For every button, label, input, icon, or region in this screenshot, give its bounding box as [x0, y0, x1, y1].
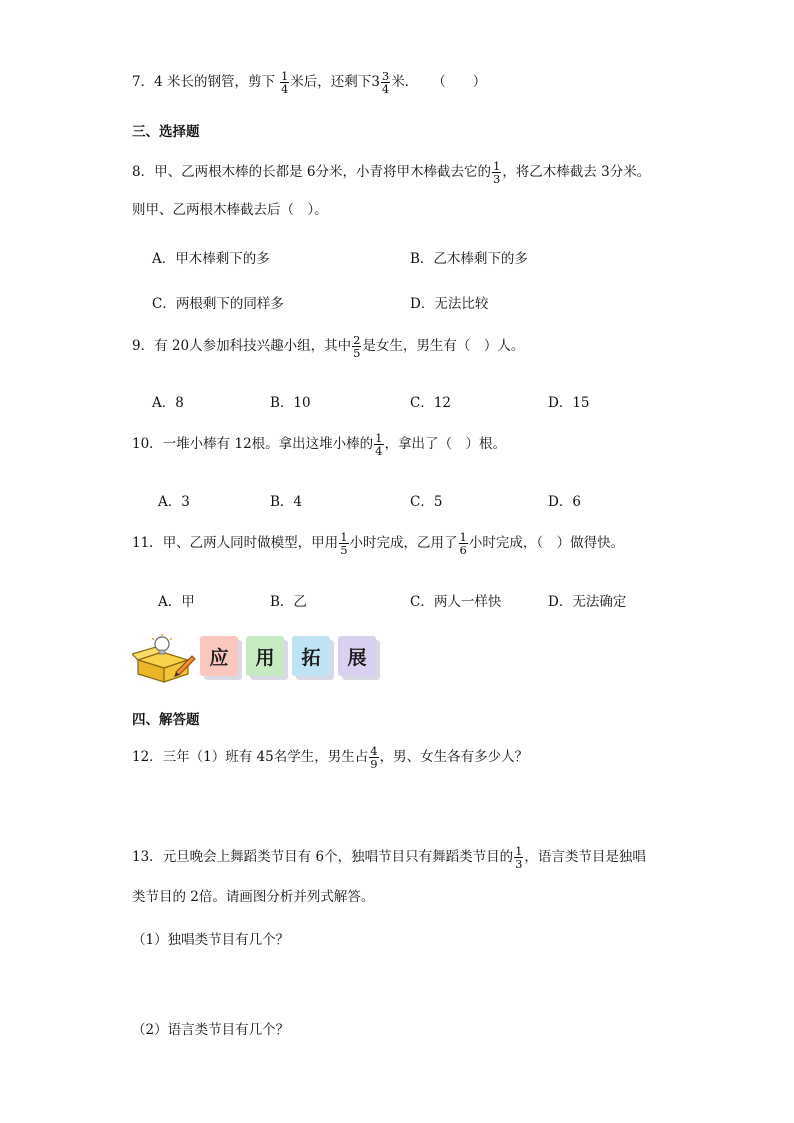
question-text: 三年（1）班有 45名学生，男生占	[162, 748, 369, 765]
fraction-denominator: 6	[459, 543, 467, 558]
question-13	[132, 845, 646, 870]
question-12	[132, 745, 528, 770]
question-11	[132, 531, 624, 556]
lightbulb-box-icon	[132, 634, 196, 684]
question-text: 甲、乙两人同时做模型，甲用	[162, 534, 339, 551]
question-text: ，拿出了（ ）根。	[384, 435, 506, 452]
fraction	[352, 334, 361, 359]
sub-question-2: （2）语言类节目有几个？	[132, 1022, 290, 1038]
option-d[interactable]: D．6	[548, 494, 581, 510]
question-text: 一堆小棒有 12根。拿出这堆小棒的	[162, 435, 374, 452]
option-a[interactable]: A．甲	[158, 594, 195, 610]
question-number: 12．	[132, 748, 163, 765]
question-10	[132, 432, 506, 457]
fraction-numerator: 1	[280, 69, 289, 83]
fraction	[459, 531, 468, 556]
fraction-denominator: 3	[515, 857, 523, 872]
option-c[interactable]: C．5	[410, 494, 443, 510]
fraction-denominator: 4	[381, 82, 390, 97]
fraction	[374, 432, 383, 457]
banner-tile-tuo: 拓	[292, 636, 330, 676]
fraction	[514, 845, 523, 870]
question-text: 米．	[391, 73, 419, 90]
option-a[interactable]: A．甲木棒剩下的多	[152, 251, 270, 267]
option-d[interactable]: D．无法比较	[410, 296, 489, 312]
fraction-denominator: 4	[375, 444, 383, 459]
question-13-line2: 类节目的 2倍。请画图分析并列式解答。	[132, 889, 375, 905]
question-text: ，语言类节目是独唱	[524, 848, 646, 865]
question-number: 10．	[132, 435, 163, 452]
question-text: 有 20人参加科技兴趣小组，其中	[154, 337, 352, 354]
option-a[interactable]: A．8	[152, 395, 184, 411]
fraction	[280, 70, 289, 95]
fraction-numerator: 1	[340, 530, 348, 544]
fraction	[381, 70, 390, 95]
question-number: 9．	[132, 337, 155, 354]
question-text: 小时完成，乙用了	[349, 534, 458, 551]
option-c[interactable]: C．12	[410, 395, 452, 411]
fraction-numerator: 1	[492, 159, 501, 173]
question-number: 11．	[132, 534, 163, 551]
question-8-line2: 则甲、乙两根木棒截去后（ ）。	[132, 202, 328, 218]
fraction-numerator: 1	[375, 431, 383, 445]
fraction-denominator: 5	[340, 543, 348, 558]
option-b[interactable]: B．4	[270, 494, 303, 510]
fraction	[339, 531, 348, 556]
fraction	[369, 745, 378, 770]
question-text: 4 米长的钢管，剪下	[154, 73, 275, 90]
question-text: 米后，还剩下	[290, 73, 372, 90]
option-c[interactable]: C．两根剩下的同样多	[152, 296, 284, 312]
question-8	[132, 160, 650, 185]
fraction-denominator: 3	[492, 172, 501, 187]
fraction	[492, 160, 501, 185]
question-number: 7．	[132, 73, 155, 90]
question-number: 8．	[132, 163, 155, 180]
answer-blank[interactable]: （ ）	[432, 73, 487, 90]
question-text: 是女生，男生有（ ）人。	[362, 337, 525, 354]
mixed-whole: 3	[371, 73, 380, 90]
option-d[interactable]: D．15	[548, 395, 590, 411]
question-7	[132, 70, 486, 95]
fraction-denominator: 4	[280, 82, 289, 97]
question-text: 元旦晚会上舞蹈类节目有 6个，独唱节目只有舞蹈类节目的	[162, 848, 514, 865]
question-number: 13．	[132, 848, 163, 865]
question-text: 甲、乙两根木棒的长都是 6分米，小青将甲木棒截去它的	[154, 163, 491, 180]
banner-tile-yong: 用	[246, 636, 284, 676]
application-banner	[132, 634, 382, 684]
sub-question-1: （1）独唱类节目有几个？	[132, 932, 290, 948]
fraction-denominator: 9	[370, 757, 378, 772]
question-9	[132, 334, 524, 359]
banner-tile-ying: 应	[200, 636, 238, 676]
fraction-numerator: 1	[515, 844, 523, 858]
option-b[interactable]: B．乙	[270, 594, 307, 610]
fraction-numerator: 1	[459, 530, 467, 544]
option-c[interactable]: C．两人一样快	[410, 594, 502, 610]
fraction-numerator: 3	[381, 69, 390, 83]
option-d[interactable]: D．无法确定	[548, 594, 627, 610]
section-heading-answer: 四、解答题	[132, 712, 200, 728]
question-text: 小时完成，（ ）做得快。	[468, 534, 625, 551]
option-b[interactable]: B．乙木棒剩下的多	[410, 251, 528, 267]
fraction-denominator: 5	[353, 346, 361, 361]
mixed-number	[371, 70, 391, 95]
option-a[interactable]: A．3	[158, 494, 190, 510]
fraction-numerator: 4	[370, 744, 378, 758]
fraction-numerator: 2	[353, 333, 361, 347]
option-b[interactable]: B．10	[270, 395, 311, 411]
question-text: ，男、女生各有多少人？	[379, 748, 529, 765]
section-heading-choice: 三、选择题	[132, 124, 200, 140]
banner-tile-zhan: 展	[338, 636, 376, 676]
question-text: ，将乙木棒截去 3分米。	[502, 163, 651, 180]
